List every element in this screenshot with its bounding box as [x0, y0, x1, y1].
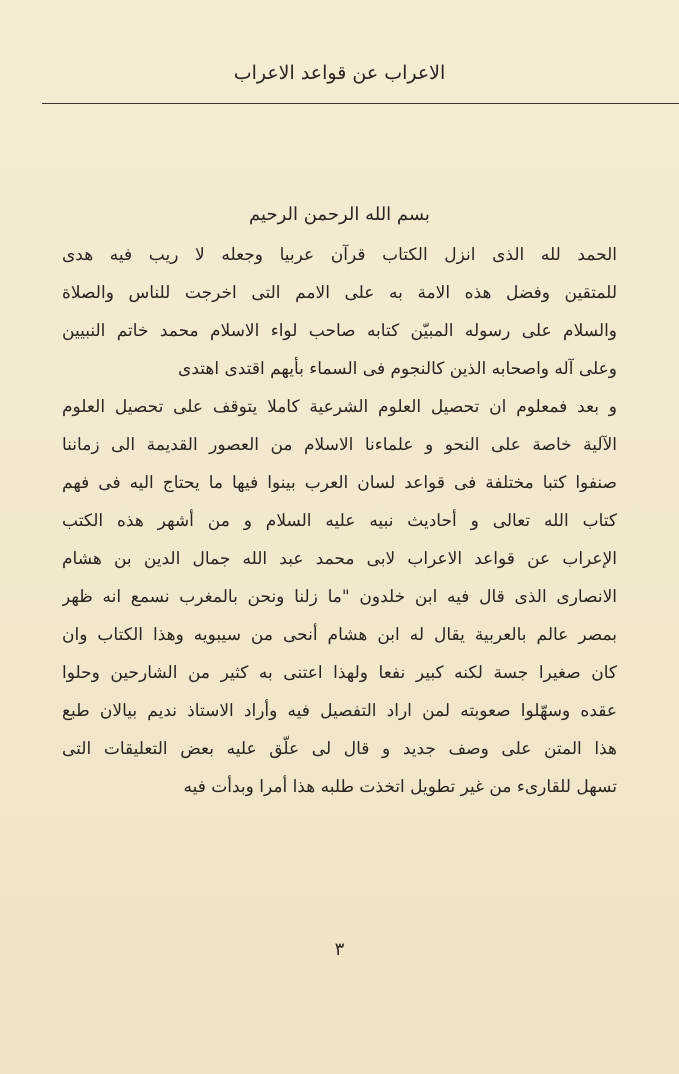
text-line: عقده وسهّلوا صعوبته لمن اراد التفصيل فيه وأراد الاستاذ نديم بيالان طبع: [62, 701, 617, 721]
text-line: هذا المتن على وصف جديد و قال لى علّق عليه بعض التعليقات التى: [62, 739, 617, 759]
text-line: الإعراب عن قواعد الاعراب لابى محمد عبد الله جمال الدين بن هشام: [62, 549, 617, 569]
header-rule: [42, 103, 679, 104]
text-line: الحمد لله الذى انزل الكتاب قرآن عربيا وجعله لا ريب فيه هدى: [62, 245, 617, 265]
text-line: كان صغيرا جسة لكنه كبير نفعا ولهذا اعتنى به كثير من الشارحين وحلوا: [62, 663, 617, 683]
text-line: وعلى آله واصحابه الذين كالنجوم فى السماء بأيهم اقتدى اهتدى: [178, 359, 617, 379]
text-line: كتاب الله تعالى و أحاديث نبيه عليه السلام و من أشهر هذه الكتب: [62, 511, 617, 531]
basmala-heading: بسم الله الرحمن الرحيم: [249, 204, 430, 225]
page-number: ٣: [334, 939, 345, 960]
text-line: والسلام على رسوله المبيّن كتابه صاحب لواء الاسلام محمد خاتم النبيين: [62, 321, 617, 341]
text-line: صنفوا كتبا مختلفة فى قواعد لسان العرب بينوا فيها ما يحتاج اليه فى فهم: [62, 473, 617, 493]
text-line: و بعد فمعلوم ان تحصيل العلوم الشرعية كاملا يتوقف على تحصيل العلوم: [62, 397, 617, 417]
text-line: الآلية خاصة على النحو و علماءنا الاسلام من العصور القديمة الى زماننا: [62, 435, 617, 455]
text-line: الانصارى الذى قال فيه ابن خلدون "ما زلنا ونحن بالمغرب نسمع انه ظهر: [62, 587, 617, 607]
body-text: [62, 236, 617, 806]
text-line: تسهل للقارىء من غير تطويل اتخذت طلبه هذا أمرا وبدأت فيه: [183, 777, 617, 797]
running-title: الاعراب عن قواعد الاعراب: [233, 62, 446, 84]
text-line: للمتقين وفضل هذه الامة به على الامم التى اخرجت للناس والصلاة: [62, 283, 617, 303]
text-line: بمصر عالم بالعربية يقال له ابن هشام أنحى من سيبويه وهذا الكتاب وان: [62, 625, 617, 645]
